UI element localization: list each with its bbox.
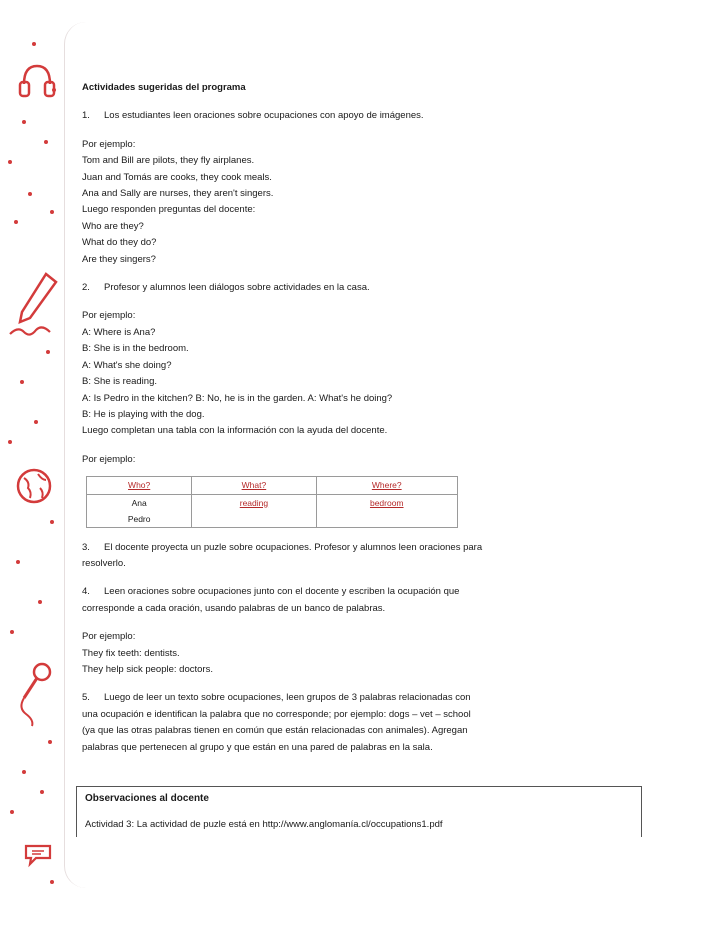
table-cell-where: bedroom [316, 494, 458, 527]
headphones-icon [16, 60, 58, 100]
margin-dot [50, 520, 54, 524]
item-1-examples [82, 137, 642, 268]
margin-dot [50, 210, 54, 214]
example-line: Who are they? [82, 220, 144, 232]
item-3-text [82, 540, 642, 573]
item-text: Profesor y alumnos leen diálogos sobre actividades en la casa. [104, 282, 370, 294]
item-number: 1. [82, 110, 90, 122]
table-header: Who? [87, 477, 192, 494]
item-number: 4. [82, 586, 90, 598]
margin-dot [22, 120, 26, 124]
item-text: Luego de leer un texto sobre ocupaciones, leen grupos de 3 palabras relacionadas con [104, 692, 471, 704]
dialogue-line: A: Is Pedro in the kitchen? B: No, he is in the garden. A: What's he doing? [82, 392, 393, 404]
margin-dot [34, 420, 38, 424]
example-label: Por ejemplo: [82, 310, 136, 322]
margin-dot [50, 880, 54, 884]
margin-dot [46, 350, 50, 354]
example-label: Por ejemplo: [82, 453, 136, 465]
example-line: Tom and Bill are pilots, they fly airplanes. [82, 155, 255, 167]
item-text: una ocupación e identifican la palabra que no corresponde; por ejemplo: dogs – vet – school [82, 708, 471, 720]
margin-dot [22, 770, 26, 774]
example-line: What do they do? [82, 237, 157, 249]
margin-dot [10, 630, 14, 634]
table-cell-who [87, 494, 192, 527]
table-cell-what: reading [192, 494, 316, 527]
margin-dot [16, 560, 20, 564]
pencil-icon [6, 270, 62, 342]
margin-dot [28, 192, 32, 196]
item-text: resolverlo. [82, 557, 126, 569]
observations-title: Observaciones al docente [85, 793, 209, 804]
item-text: El docente proyecta un puzle sobre ocupaciones. Profesor y alumnos leen oraciones para [104, 541, 483, 553]
decorative-margin [0, 20, 70, 890]
item-number: 3. [82, 541, 90, 553]
microphone-icon [12, 660, 56, 730]
dialogue-line: B: He is playing with the dog. [82, 408, 205, 420]
item-text: Los estudiantes leen oraciones sobre ocupaciones con apoyo de imágenes. [104, 110, 424, 122]
margin-dot [40, 790, 44, 794]
margin-dot [14, 220, 18, 224]
item-number: 2. [82, 282, 90, 294]
margin-dot [10, 810, 14, 814]
document-content [82, 80, 642, 756]
item-text: Leen oraciones sobre ocupaciones junto con el docente y escriben la ocupación que [104, 586, 460, 598]
example-line: They help sick people: doctors. [82, 663, 213, 675]
example-label: Por ejemplo: [82, 631, 136, 643]
table-header: Where? [316, 477, 458, 494]
margin-dot [32, 42, 36, 46]
dialogue-line: A: What's she doing? [82, 359, 172, 371]
margin-dot [8, 160, 12, 164]
margin-dot [48, 740, 52, 744]
item-text: corresponde a cada oración, usando palabras de un banco de palabras. [82, 602, 386, 614]
dialogue-line: A: Where is Ana? [82, 326, 156, 338]
example-line: They fix teeth: dentists. [82, 647, 180, 659]
table-cell-text: Ana [131, 497, 147, 508]
chat-bubble-icon [22, 842, 56, 868]
item-number: 5. [82, 692, 90, 704]
table-header: What? [192, 477, 316, 494]
example-line: Are they singers? [82, 253, 156, 265]
item-4-examples [82, 629, 642, 678]
example-line: Ana and Sally are nurses, they aren't singers. [82, 188, 274, 200]
item-text: palabras que pertenecen al grupo y que están en una pared de palabras en la sala. [82, 741, 433, 753]
margin-dot [44, 140, 48, 144]
item-4-text [82, 584, 642, 617]
margin-dot [20, 380, 24, 384]
example-line: Juan and Tomás are cooks, they cook meals. [82, 171, 272, 183]
margin-dot [38, 600, 42, 604]
example-label: Por ejemplo: [82, 138, 136, 150]
table-cell-text: Pedro [127, 513, 151, 524]
item-text: (ya que las otras palabras tienen en común que están relacionadas con animales). Agregan [82, 725, 468, 737]
margin-dot [8, 440, 12, 444]
observations-box [76, 786, 642, 837]
item-2-examples [82, 308, 642, 439]
observations-text: Actividad 3: La actividad de puzle está en http://www.anglomanía.cl/occupations1.pdf [85, 819, 443, 830]
dialogue-line: B: She is reading. [82, 376, 157, 388]
example-line: Luego responden preguntas del docente: [82, 204, 256, 216]
section-heading: Actividades sugeridas del programa [82, 82, 246, 93]
dialogue-line: Luego completan una tabla con la información con la ayuda del docente. [82, 425, 388, 437]
info-table [86, 476, 458, 527]
globe-icon [14, 466, 54, 506]
table-row [87, 494, 458, 527]
item-1-text [82, 108, 642, 124]
item-5-text [82, 690, 642, 756]
item-2-text [82, 280, 642, 296]
dialogue-line: B: She is in the bedroom. [82, 343, 189, 355]
